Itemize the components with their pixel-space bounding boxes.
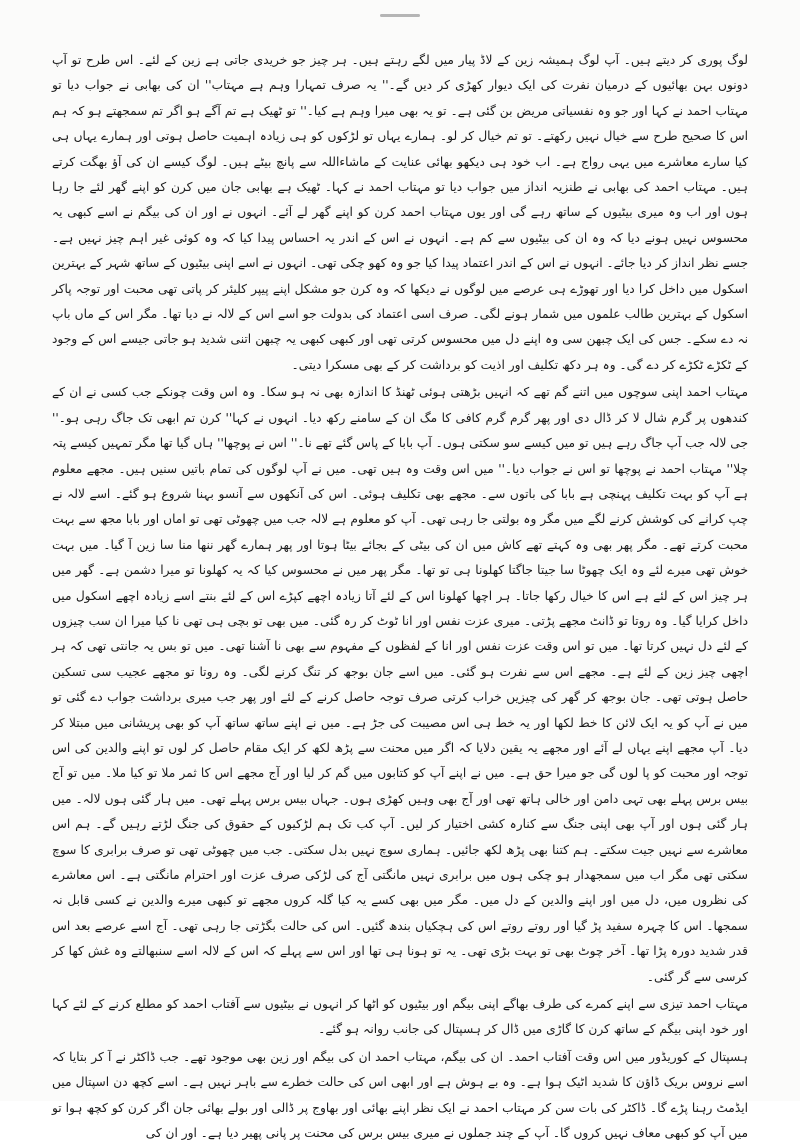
paragraph-3: مہتاب احمد تیزی سے اپنے کمرے کی طرف بھاگے اپنی بیگم اور بیٹیوں کو اٹھا کر انہوں نے بیٹیوں سے آفتاب احمد کو مطلع کرنے کے لئے کہا اور خود اپنی بیگم کے ساتھ کرن کا گاڑی میں ڈال کر ہسپتال کی جانب روانہ ہو گئے۔ <box>52 997 748 1037</box>
urdu-text-body <box>52 48 748 1141</box>
paragraph-2: مہتاب احمد اپنی سوچوں میں اتنے گم تھے کہ انہیں بڑھتی ہوئی ٹھنڈ کا اندازہ بھی نہ ہو سکا۔ وہ اس وقت چونکے جب کسی نے ان کے کندھوں پر گرم شال لا کر ڈال دی اور پھر گرم گرم کافی کا مگ ان کے سامنے رکھ دیا۔ انہوں نے کہا'' کرن تم ابھی تک جاگ رہی ہو۔'' جی لالہ جب آپ جاگ رہے ہیں تو میں کیسے سو سکتی ہوں۔ آپ بابا کے پاس گئے تھے نا۔'' اس نے پوچھا'' ہاں گیا تھا مگر تمہیں کیسے پتہ چلا'' مہتاب احمد نے پوچھا تو اس نے جواب دیا۔'' میں اس وقت وہ ہیں تھی۔ میں نے آپ لوگوں کی تمام باتیں سنیں ہیں۔ مجھے معلوم ہے آپ کو بہت تکلیف پہنچی ہے بابا کی باتوں سے۔ مجھے بھی تکلیف ہوئی۔ اس کی آنکھوں سے آنسو بہنا شروع ہو گئے۔ اسے لالہ نے چپ کرانے کی کوشش کرنے لگے میں مگر وہ بولتی جا رہی تھی۔ آپ کو معلوم ہے لالہ جب میں چھوٹی تھی تو اماں اور بابا مجھ سے بہت محبت کرتے تھے۔ مگر پھر بھی وہ کہتے تھے کاش میں ان کی بیٹی کے بجائے بیٹا ہوتا اور پھر ہمارے گھر ننھا منا سا زین آ گیا۔ میں بہت خوش تھی میرے لئے وہ ایک چھوٹا سا جیتا جاگتا کھلونا ہی تو تھا۔ مگر پھر میں نے محسوس کیا کہ یہ کھلونا تو میرا دشمن ہے۔ گھر میں ہر چیز اس کے لئے ہے اس کا خیال رکھا جاتا۔ ہر اچھا کھلونا اس کے لئے آتا زیادہ اچھے کپڑے اس کے لئے بنتے اسے زیادہ اچھے اسکول میں داخل کرایا گیا۔ وہ روتا تو ڈانٹ مجھے پڑتی۔ میری عزت نفس اور انا ٹوٹ کر رہ گئی۔ میں بھی تو بچی ہی تھی نا کیا میرا ان سب چیزوں کے لئے دل نہیں کرتا تھا۔ میں تو اس وقت عزت نفس اور انا کے لفظوں کے مفہوم سے بھی نا آشنا تھی۔ میں تو بس یہ جانتی تھی کہ ہر اچھی چیز زین کے لئے ہے۔ مجھے اس سے نفرت ہو گئی۔ میں اسے جان بوجھ کر تنگ کرنے لگی۔ وہ روتا تو مجھے عجیب سی تسکین حاصل ہوتی تھی۔ جان بوجھ کر گھر کی چیزیں خراب کرتی صرف توجہ حاصل کرنے کے لئے اور پھر جب میری برداشت جواب دے گئی تو میں نے آپ کو یہ ایک لائن کا خط لکھا اور یہ خط ہی اس مصیبت کی جڑ ہے۔ میں نے اپنے ساتھ ساتھ آپ کو بھی پریشانی میں مبتلا کر دیا۔ آپ مجھے اپنے یہاں لے آئے اور مجھے یہ یقین دلایا کہ اگر میں محنت سے پڑھ لکھ کر ایک مقام حاصل کر لوں تو اپنے والدین کی اس توجہ اور محبت کو پا لوں گی جو میرا حق ہے۔ میں نے اپنے آپ کو کتابوں میں گم کر لیا اور آج مجھے اس کا ثمر ملا تو کیا ملا۔ میں تو آج بیس برس پہلے بھی تہی دامن اور خالی ہاتھ تھی اور آج بھی وہیں کھڑی ہوں۔ جہاں بیس برس پہلے تھی۔ میں ہار گئی ہوں لالہ۔ میں ہار گئی ہوں اور آپ بھی اپنی جنگ سے کنارہ کشی اختیار کر لیں۔ آپ کب تک ہم لڑکیوں کے حقوق کی جنگ لڑتے رہیں گے۔ ہم اس معاشرے سے نہیں جیت سکتے۔ ہم کتنا بھی پڑھ لکھ جائیں۔ ہماری سوچ نہیں بدل سکتی۔ جب میں چھوٹی تھی تو صرف برابری کا سوچ سکتی تھی مگر اب میں سمجھدار ہو چکی ہوں میں برابری نہیں مانگتی آج کی لڑکی صرف عزت اور احترام مانگتی ہے۔ اس معاشرے کی نظروں میں، دل میں اور اپنے والدین کے دل میں۔ مگر میں بھی کسے یہ کیا گلہ کروں مجھے تو کبھی میرے والدین نے کسی قابل نہ سمجھا۔ اس کا چہرہ سفید پڑ گیا اور روتے روتے اس کی ہچکیاں بندھ گئیں۔ اس کی حالت بگڑتی جا رہی تھی۔ آج اسے عرصے بعد اس قدر شدید دورہ پڑا تھا۔ آخر چوٹ بھی تو بہت بڑی تھی۔ یہ تو ہونا ہی تھا اور اس سے پہلے کہ اس کے لالہ اسے سنبھالتے وہ غش کھا کر کرسی سے گر گئی۔ <box>52 385 748 984</box>
scan-mark <box>380 14 420 17</box>
paragraph-4: ہسپتال کے کوریڈور میں اس وقت آفتاب احمد۔ ان کی بیگم، مہتاب احمد ان کی بیگم اور زین بھی موجود تھے۔ جب ڈاکٹر نے آ کر بتایا کہ اسے نروس بریک ڈاؤن کا شدید اٹیک ہوا ہے۔ وہ بے ہوش ہے اور ابھی اس کی حالت خطرے سے باہر نہیں ہے۔ اسے کچھ دن اسپتال میں ایڈمٹ رہنا پڑے گا۔ ڈاکٹر کی بات سن کر مہتاب احمد نے ایک نظر اپنے بھائی اور بھاوج پر ڈالی اور بولے بھائی جان اگر کرن کو کچھ ہوا تو میں آپ کو کبھی معاف نہیں کروں گا۔ آپ کے چند جملوں نے میری بیس برس کی محنت پر پانی پھیر دیا ہے۔ اور ان کی <box>52 1049 748 1141</box>
paragraph-1: لوگ پوری کر دیتے ہیں۔ آپ لوگ ہمیشہ زین کے لاڈ پیار میں لگے رہتے ہیں۔ ہر چیز جو خریدی جاتی ہے زین کے لئے۔ اس طرح تو آپ دونوں بہن بھائیوں کے درمیان نفرت کی ایک دیوار کھڑی کر دیں گے۔'' یہ صرف تمہارا وہم ہے مہتاب'' ان کی بھابی نے جواب دیا تو مہتاب احمد نے کہا اور جو وہ نفسیاتی مریض بن گئی ہے۔ تو یہ بھی میرا وہم ہے کیا۔'' تو ٹھیک ہے تم آگے ہو اگر تم سمجھتے ہو کہ ہم اس کا صحیح طرح سے خیال نہیں رکھتے۔ تو تم خیال کر لو۔ ہمارے یہاں تو لڑکوں کو ہی زیادہ اہمیت حاصل ہوتی اور ہمارے یہاں ہی کیا سارے معاشرے میں یہی رواج ہے۔ اب خود ہی دیکھو بھائی عنایت کے ماشاءاللہ سے پانچ بیٹے ہیں۔ لوگ کیسے ان کی آؤ بھگت کرتے ہیں۔ مہتاب احمد کی بھابی نے طنزیہ انداز میں جواب دیا تو مہتاب احمد نے کہا۔ ٹھیک ہے بھابی جان میں کرن کو اپنے گھر لئے جا رہا ہوں اور اب وہ میری بیٹیوں کے ساتھ رہے گی اور یوں مہتاب احمد کرن کو اپنے گھر لے آئے۔ انہوں نے اور ان کی بیگم نے اسے کبھی یہ محسوس نہیں ہونے دیا کہ وہ ان کی بیٹیوں سے کم ہے۔ انہوں نے اس کے اندر یہ احساس پیدا کیا کہ وہ کوئی غیر اہم چیز نہیں ہے۔ جسے نظر انداز کر دیا جائے۔ انہوں نے اس کے اندر اعتماد پیدا کیا جو وہ کھو چکی تھی۔ انہوں نے اسے اپنی بیٹیوں کے ساتھ شہر کے بہترین اسکول میں داخل کرا دیا اور تھوڑے ہی عرصے میں لوگوں نے دیکھا کہ وہ کرن جو مشکل اپنے پیپر کلیئر کر پاتی تھی محبت اور توجہ پاکر اسکول کے بہترین طالب علموں میں شمار ہونے لگی۔ صرف اسی اعتماد کی بدولت جو اسے اس کے لالہ نے دیا تھا۔ مگر اس کے ماں باپ نہ دے سکے۔ جس کی ایک چبھن سی وہ اپنے دل میں محسوس کرتی تھی اور کبھی کبھی یہ چبھن اتنی شدید ہو جاتی جیسے اس کے وجود کے ٹکڑے ٹکڑے کر دے گی۔ وہ ہر دکھ تکلیف اور اذیت کو برداشت کر کے بھی مسکرا دیتی۔ <box>52 53 748 372</box>
